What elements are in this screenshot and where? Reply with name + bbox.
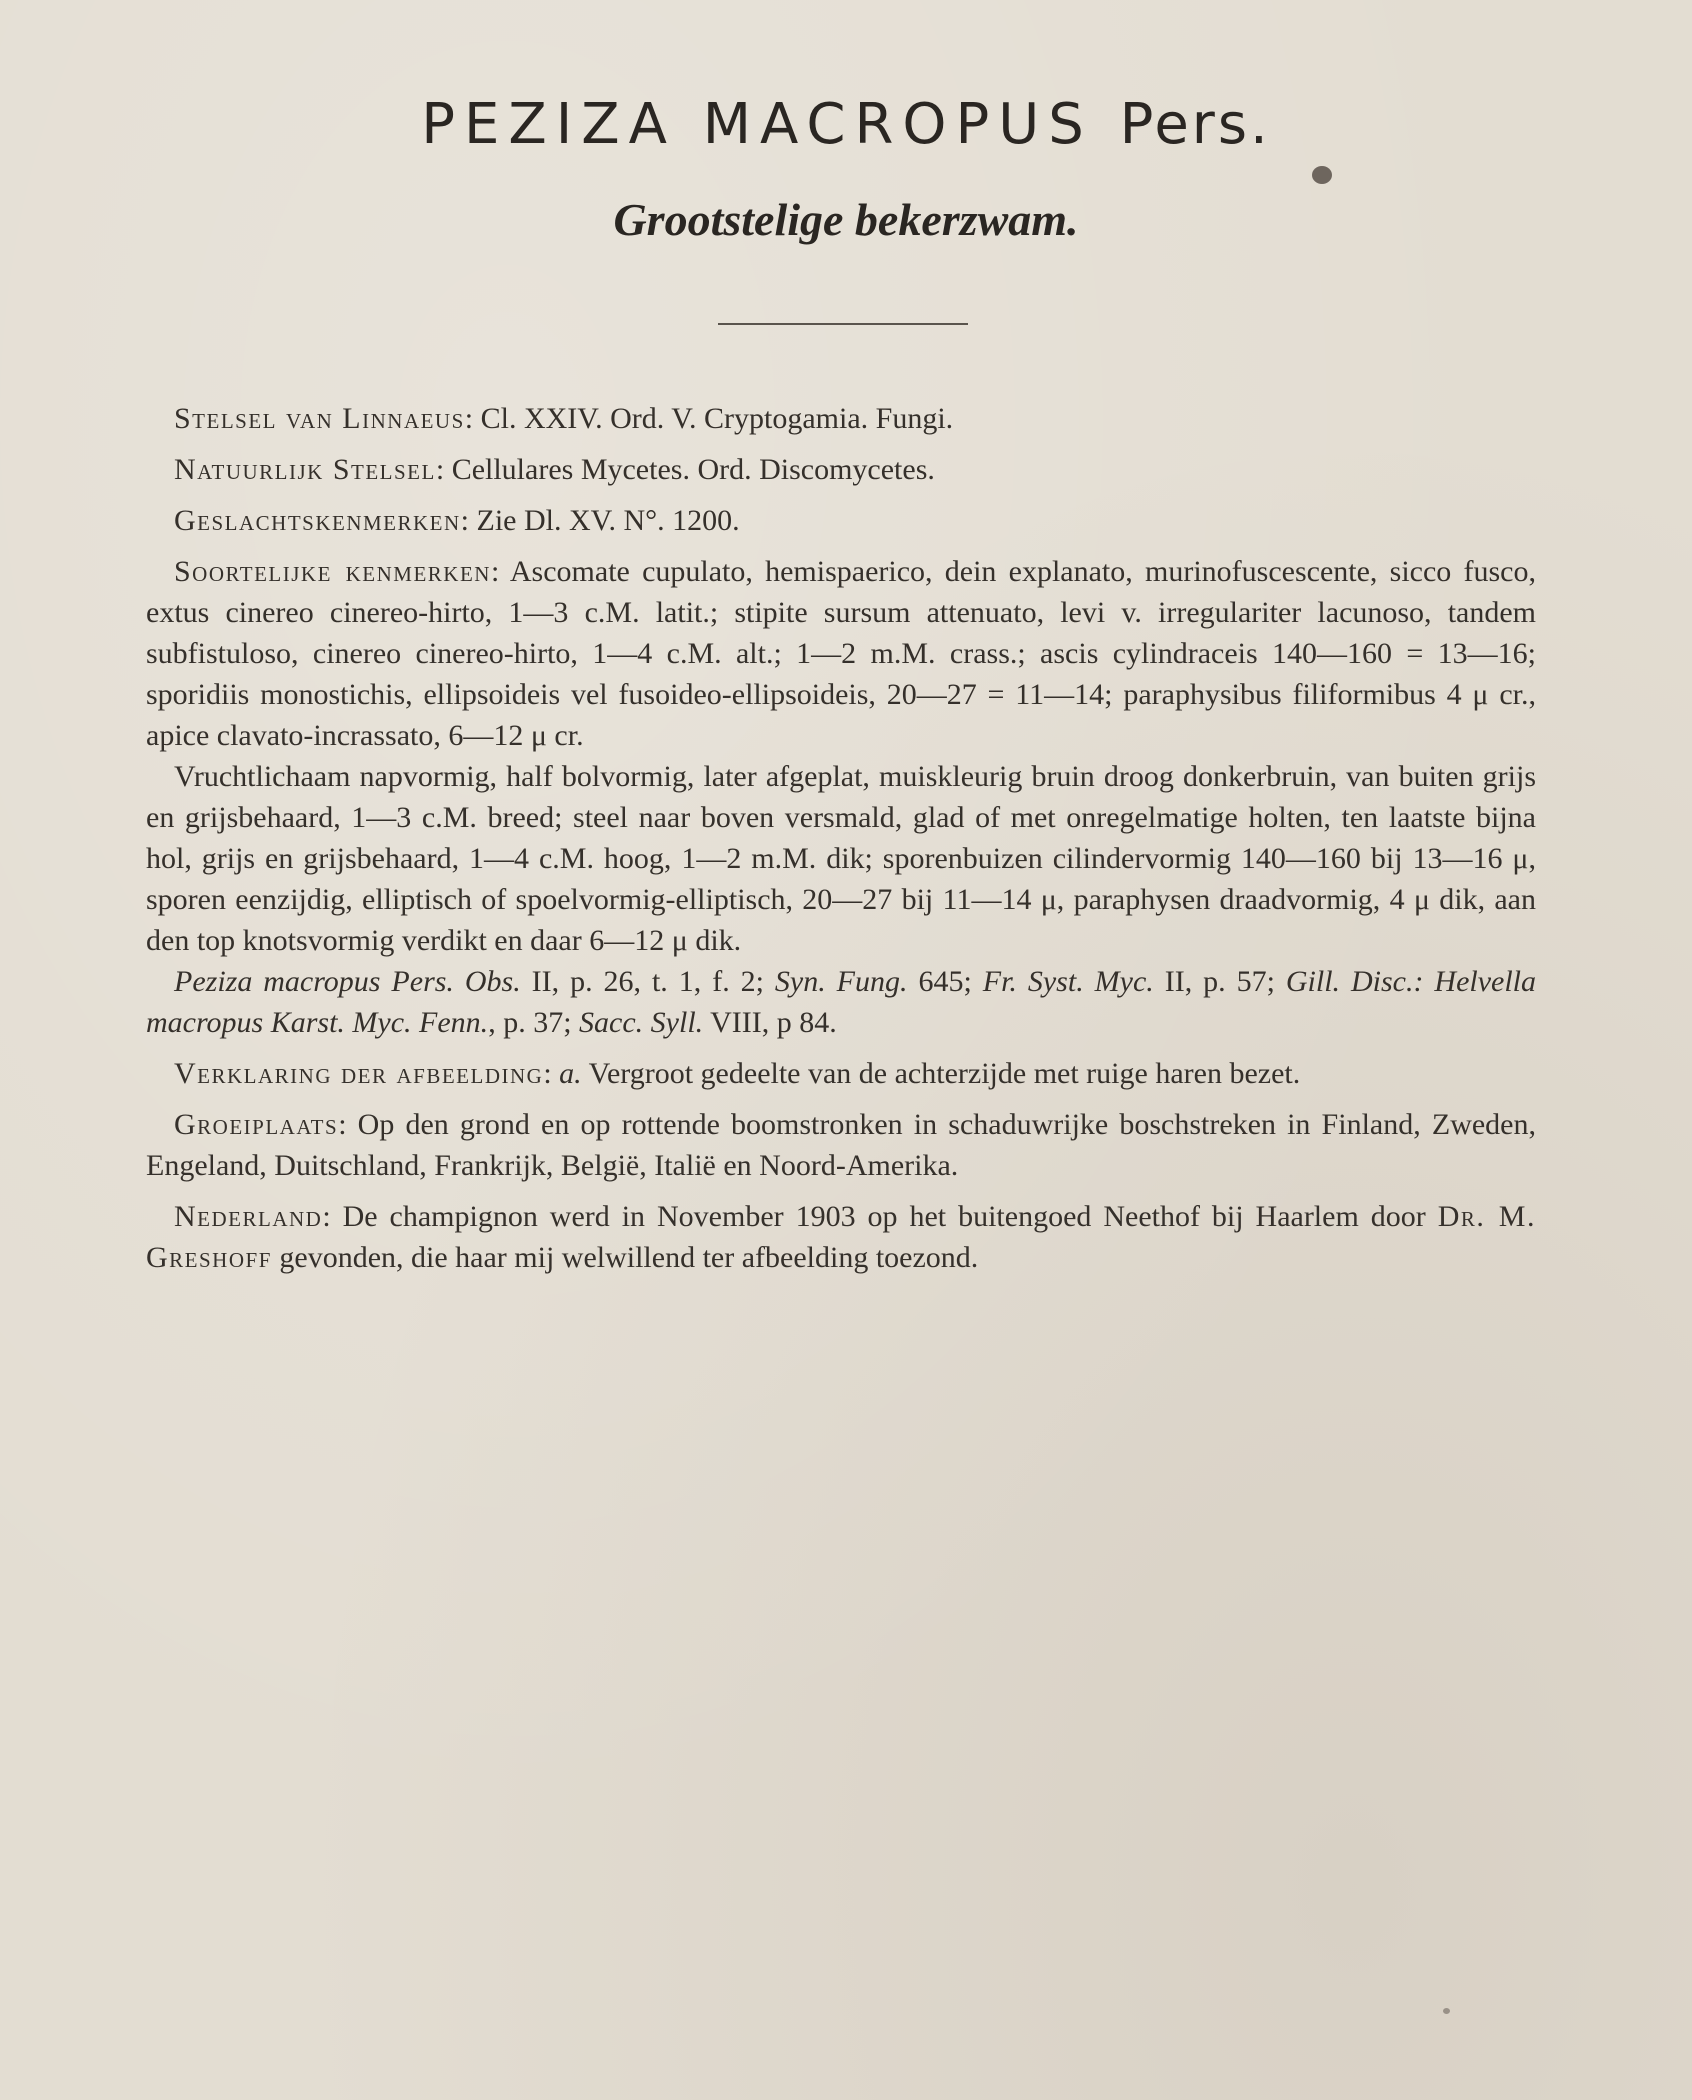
title-species: PEZIZA MACROPUS bbox=[421, 92, 1093, 157]
ref-text: , p. 37; bbox=[488, 1006, 580, 1039]
finder-name: Dr. M. Greshoff bbox=[146, 1200, 1536, 1274]
page-title bbox=[0, 92, 1692, 157]
section-label: Soortelijke kenmerken bbox=[174, 555, 491, 588]
figure-letter: a. bbox=[559, 1057, 582, 1090]
ref-citation: Gill. Disc.: Helvella macropus Karst. Myc. Fenn. bbox=[146, 965, 1537, 1039]
section-natural-system: Natuurlijk Stelsel: Cellulares Mycetes. Ord. Discomycetes. bbox=[174, 453, 935, 486]
section-text: De champignon werd in November 1903 op het buitengoed Neethof bij Haarlem door bbox=[342, 1200, 1438, 1233]
section-species: Soortelijke kenmerken: Ascomate cupulato, hemispaerico, dein explanato, murinofuscescente, sicco fusco, extus cinereo cinereo-hirto, 1—3 c.M. latit.; stipite sursum attenuato, levi v. irregulariter lacunoso, tandem subfistuloso, cinereo cinereo-hirto, 1—4 c.M. alt.; 1—2 m.M. crass.; ascis cylindraceis 140—160 = 13—16; sporidiis monostichis, ellipsoideis vel fusoideo-ellipsoideis, 20—27 = 11—14; paraphysibus filiformibus 4 μ cr., apice clavato-incrassato, 6—12 μ cr. bbox=[146, 555, 1536, 752]
ref-text: II, p. 26, t. 1, f. 2; bbox=[520, 965, 775, 998]
description-body bbox=[146, 398, 1536, 1288]
section-label: Natuurlijk Stelsel bbox=[174, 453, 436, 486]
section-genus: Geslachtskenmerken: Zie Dl. XV. N°. 1200. bbox=[174, 504, 740, 537]
ink-spot bbox=[1312, 166, 1332, 184]
references bbox=[146, 961, 1536, 1043]
section-explanation: Verklaring der afbeelding: a. Vergroot gedeelte van de achterzijde met ruige haren bezet. bbox=[174, 1057, 1301, 1090]
ref-citation: Sacc. Syll. bbox=[579, 1006, 704, 1039]
section-linnaeus: Stelsel van Linnaeus: Cl. XXIV. Ord. V. Cryptogamia. Fungi. bbox=[174, 402, 954, 435]
title-divider bbox=[718, 323, 968, 325]
section-label: Nederland bbox=[174, 1200, 323, 1233]
page-subtitle: Grootstelige bekerzwam. bbox=[613, 194, 1079, 245]
section-text: Ascomate cupulato, hemispaerico, dein explanato, murinofuscescente, sicco fusco, extus cinereo cinereo-hirto, 1—3 c.M. latit.; stipite sursum attenuato, levi v. irregulariter lacunoso, tandem subfistuloso, cinereo cinereo-hirto, 1—4 c.M. alt.; 1—2 m.M. crass.; ascis cylindraceis 140—160 = 13—16; sporidiis monostichis, ellipsoideis vel fusoideo-ellipsoideis, 20—27 = 11—14; paraphysibus filiformibus 4 μ cr., apice clavato-incrassato, 6—12 μ cr. bbox=[146, 555, 1536, 752]
section-text: gevonden, die haar mij welwillend ter afbeelding toezond. bbox=[271, 1241, 979, 1274]
ref-text: VIII, p 84. bbox=[703, 1006, 837, 1039]
title-author: Pers. bbox=[1119, 92, 1271, 157]
section-label: Verklaring der afbeelding bbox=[174, 1057, 544, 1090]
section-text: Vergroot gedeelte van de achterzijde met ruige haren bezet. bbox=[581, 1057, 1301, 1090]
section-text: Cellulares Mycetes. Ord. Discomycetes. bbox=[451, 453, 935, 486]
section-habitat: Groeiplaats: Op den grond en op rottende boomstronken in schaduwrijke boschstreken in Finland, Zweden, Engeland, Duitschland, Frankrijk, België, Italië en Noord-Amerika. bbox=[146, 1108, 1536, 1182]
section-label: Stelsel van Linnaeus bbox=[174, 402, 465, 435]
section-text: Zie Dl. XV. N°. 1200. bbox=[476, 504, 740, 537]
ref-text: 645; bbox=[907, 965, 983, 998]
section-label: Geslachtskenmerken bbox=[174, 504, 461, 537]
section-text: Op den grond en op rottende boomstronken in schaduwrijke boschstreken in Finland, Zweden, Engeland, Duitschland, Frankrijk, België, Italië en Noord-Amerika. bbox=[146, 1108, 1536, 1182]
ink-spot bbox=[1443, 2008, 1450, 2014]
section-netherlands: Nederland: De champignon werd in November 1903 op het buitengoed Neethof bij Haarlem door Dr. M. Greshoff gevonden, die haar mij welwillend ter afbeelding toezond. bbox=[146, 1200, 1536, 1274]
ref-citation: Fr. Syst. Myc. bbox=[982, 965, 1154, 998]
ref-citation: Peziza macropus Pers. Obs. bbox=[174, 965, 521, 998]
section-label: Groeiplaats bbox=[174, 1108, 339, 1141]
ref-text: II, p. 57; bbox=[1153, 965, 1286, 998]
section-text: Cl. XXIV. Ord. V. Cryptogamia. Fungi. bbox=[480, 402, 954, 435]
ref-citation: Syn. Fung. bbox=[774, 965, 908, 998]
dutch-description: Vruchtlichaam napvormig, half bolvormig, later afgeplat, muiskleurig bruin droog donkerbruin, van buiten grijs en grijsbehaard, 1—3 c.M. breed; steel naar boven versmald, glad of met onregelmatige holten, ten laatste bijna hol, grijs en grijsbehaard, 1—4 c.M. hoog, 1—2 m.M. dik; sporenbuizen cilindervormig 140—160 bij 13—16 μ, sporen eenzijdig, elliptisch of spoelvormig-elliptisch, 20—27 bij 11—14 μ, paraphysen draadvormig, 4 μ dik, aan den top knotsvormig verdikt en daar 6—12 μ dik. bbox=[146, 760, 1536, 957]
